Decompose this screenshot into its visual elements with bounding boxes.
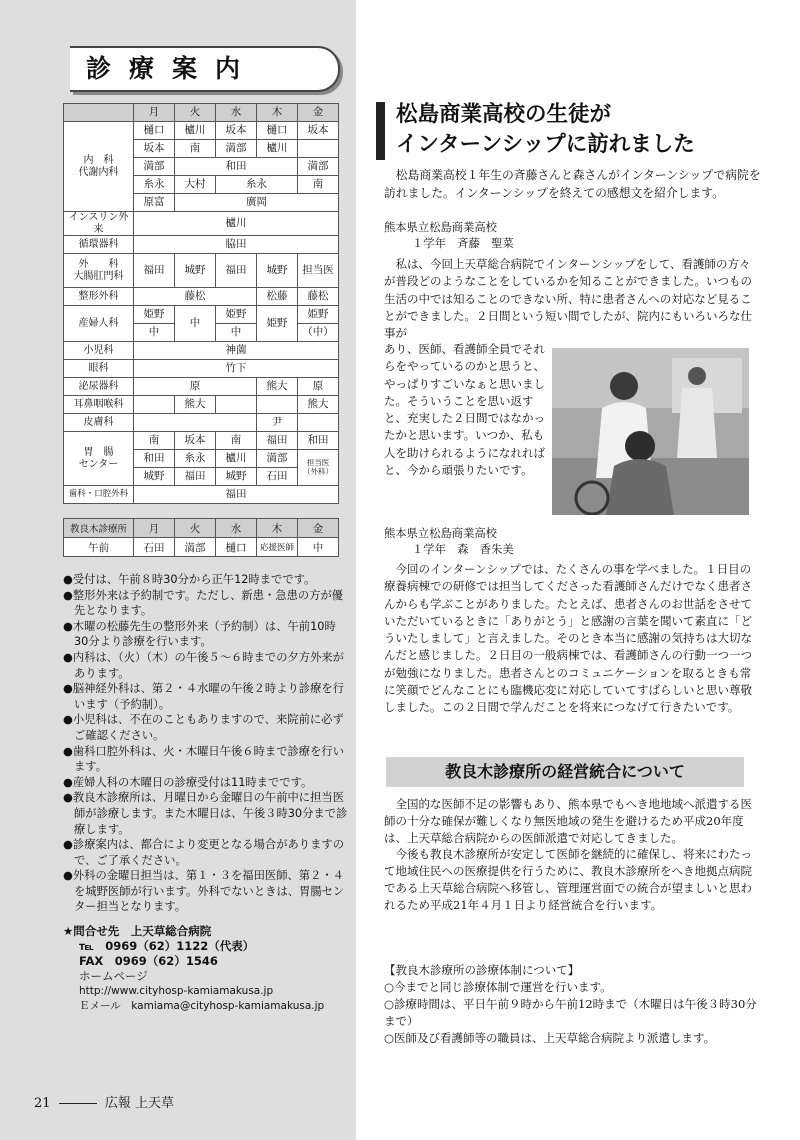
table-row [64, 414, 339, 432]
cell: 担当医 [298, 254, 339, 288]
regime-item: ○今までと同じ診療体制で運営を行います。 [384, 980, 612, 994]
cell: 姫野 [298, 306, 339, 324]
contact-hp-label: ホームページ [79, 969, 148, 983]
table-row [64, 254, 339, 288]
dept-shoni: 小児科 [64, 342, 134, 360]
dept-seikei: 整形外科 [64, 288, 134, 306]
day-thu: 木 [257, 104, 298, 122]
dept-naika: 内 科 代謝内科 [64, 122, 134, 212]
contact-email[interactable]: Ｅメール kamiama@cityhosp-kamiamakusa.jp [79, 1000, 325, 1012]
section-heading-bar [386, 757, 744, 787]
cell: 樋口 [257, 122, 298, 140]
table-row [64, 236, 339, 254]
cell: 糸永 [216, 176, 298, 194]
dept-ichou: 胃 腸 センター [64, 432, 134, 486]
paragraph: 全国的な医師不足の影響もあり、熊本県でもへき地地域へ派遣する医師の十分な確保が難しくなり無医地域の発生を避けるため平成20年度は、上天草総合病院からの医師派遣で対応してきました。 [384, 797, 752, 845]
cell: 城野 [257, 254, 298, 288]
day-wed: 水 [216, 519, 257, 538]
note-item: ●脳神経外科は、第２・４水曜の午後２時より診療を行います（予約制）。 [63, 682, 344, 711]
cell: 櫨川 [257, 140, 298, 158]
cell: 熊大 [257, 378, 298, 396]
cell: 和田 [298, 432, 339, 450]
cell: 城野 [216, 468, 257, 486]
regime-title: 【教良木診療所の診療体制について】 [384, 963, 580, 977]
cell: 櫨川 [216, 450, 257, 468]
day-mon: 月 [134, 104, 175, 122]
cell: 満部 [298, 158, 339, 176]
cell: 廣岡 [175, 194, 339, 212]
cell: 城野 [134, 468, 175, 486]
footer-divider [59, 1103, 97, 1104]
contact-fax: FAX 0969（62）1546 [79, 954, 218, 968]
cell [257, 396, 298, 414]
cell: 中 [134, 324, 175, 342]
cell: 福田 [216, 254, 257, 288]
cell: 樋口 [216, 538, 257, 557]
day-tue: 火 [175, 519, 216, 538]
clinic-regime [384, 962, 764, 1047]
dept-hinyo: 泌尿器科 [64, 378, 134, 396]
cell: 松藤 [257, 288, 298, 306]
page-footer [34, 1092, 174, 1111]
cell: 原 [298, 378, 339, 396]
cell: 糸永 [175, 450, 216, 468]
cell: 中 [175, 306, 216, 342]
section-title: 教良木診療所の経営統合について [445, 762, 685, 781]
cell: 尹 [257, 414, 298, 432]
table-row [64, 396, 339, 414]
cell: 神薗 [134, 342, 339, 360]
cell: 福田 [175, 468, 216, 486]
dept-junkanki: 循環器科 [64, 236, 134, 254]
table-row [64, 212, 339, 236]
student-name: １学年 斉藤 聖菜 [412, 237, 514, 250]
cell: 福田 [134, 486, 339, 504]
cell [298, 140, 339, 158]
table-row [64, 378, 339, 396]
merger-text [384, 796, 758, 914]
cell: 担当医 （外科） [298, 450, 339, 486]
dept-hifu: 皮膚科 [64, 414, 134, 432]
cell: 原富 [134, 194, 175, 212]
cell: 南 [134, 432, 175, 450]
regime-item: ○診療時間は、平日午前９時から午前12時まで（木曜日は午後３時30分まで） [384, 997, 757, 1028]
regime-item: ○医師及び看護師等の職員は、上天草総合病院より派遣します。 [384, 1031, 716, 1045]
kyora-table [63, 518, 339, 557]
day-header-row [64, 104, 339, 122]
title-accent-bar [376, 102, 385, 160]
kyora-label: 教良木診療所 [64, 519, 134, 538]
cell: 石田 [257, 468, 298, 486]
cell [216, 396, 257, 414]
student-name: １学年 森 香朱美 [412, 543, 514, 556]
student2-text: 今回のインターンシップでは、たくさんの事を学べました。１日目の療養病棟での研修では担当してくださった看護師さんだけでなく患者さんからも学ぶことがありました。たとえば、患者さんのお世話をさせていただいているときに「ありがとう」と感謝の言葉を聞いて素直に「どういたしまして」と言えました。そのとき本当に感謝の気持ちは大切なんだと感じました。２日目の一般病棟では、看護師さんの行動一つ一つが勉強になりました。患者さんとのコミュニケーションを取るときも常に笑顔でどんなことにも臨機応変に対応していてすばらしいと思い尊敬しました。この２日間で学んだことを将来につなげて行きたいです。 [384, 562, 752, 715]
footer-title: 広報 上天草 [104, 1096, 174, 1111]
note-item: ●教良木診療所は、月曜日から金曜日の午前中に担当医師が診療します。また木曜日は、午後３時30分まで診療します。 [63, 791, 348, 836]
cell: 櫨川 [134, 212, 339, 236]
cell: 満部 [216, 140, 257, 158]
cell: 姫野 [134, 306, 175, 324]
note-item: ●診療案内は、都合により変更となる場合がありますので、ご了承ください。 [63, 838, 344, 867]
table-row [64, 538, 339, 557]
cell: 熊大 [175, 396, 216, 414]
table-row [64, 486, 339, 504]
note-item: ●産婦人科の木曜日の診療受付は11時までです。 [63, 775, 313, 789]
cell [298, 414, 339, 432]
cell: 大村 [175, 176, 216, 194]
cell [134, 414, 257, 432]
school-name: 熊本県立松島商業高校 [384, 221, 497, 234]
cell: 満部 [175, 538, 216, 557]
cell: 中 [298, 538, 339, 557]
day-fri: 金 [298, 519, 339, 538]
dept-jibi: 耳鼻咽喉科 [64, 396, 134, 414]
note-item: ●内科は、（火）（木）の午後５～６時までの夕方外来があります。 [63, 650, 344, 680]
title-line: 松島商業高校の生徒が [396, 102, 612, 127]
note-item: ●木曜の松藤先生の整形外来（予約制）は、午前10時30分より診療を行います。 [63, 619, 336, 649]
cell: 坂本 [216, 122, 257, 140]
article-title [396, 100, 786, 160]
clinic-guide-banner [70, 46, 340, 92]
cell: 熊大 [298, 396, 339, 414]
cell: 櫨川 [175, 122, 216, 140]
note-item: ●歯科口腔外科は、火・木曜日午後６時まで診療を行います。 [63, 744, 344, 774]
dept-ganka: 眼科 [64, 360, 134, 378]
dept-sanfu: 産婦人科 [64, 306, 134, 342]
cell: 坂本 [175, 432, 216, 450]
student1-affiliation [384, 220, 514, 252]
student1-text: 私は、今回上天草総合病院でインターンシップをして、看護師の方々が普段どのようなことをしているかを知ることができました。いつもの生活の中では知ることのできない所、特に患者さんへの対応など見ることができました。２日間という短い間でしたが、院内にもいろいろな仕事が [384, 257, 752, 341]
table-row [64, 122, 339, 140]
row-label: 午前 [64, 538, 134, 557]
cell: 福田 [134, 254, 175, 288]
student1-text-cont: あり、医師、看護師全員でそれらをやっているのかと思うと、やっぱりすごいなぁと思いました。そういうことを思い返すと、充実した２日間ではなかったかと思います。いつか、私も人を助けられるようになれればと、今から頑張りたいです。 [384, 342, 545, 478]
cell: 樋口 [134, 122, 175, 140]
note-item: ●小児科は、不在のこともありますので、来院前に必ずご確認ください。 [63, 713, 344, 742]
cell: 南 [216, 432, 257, 450]
school-name: 熊本県立松島商業高校 [384, 527, 497, 540]
student2-affiliation [384, 526, 514, 558]
cell: 藤松 [134, 288, 257, 306]
notes-list [63, 572, 348, 915]
cell: 石田 [134, 538, 175, 557]
cell: 姫野 [216, 306, 257, 324]
banner-title: 診療案内 [86, 54, 259, 83]
day-thu: 木 [257, 519, 298, 538]
page-number: 21 [34, 1096, 51, 1111]
cell: 脇田 [134, 236, 339, 254]
cell: 竹下 [134, 360, 339, 378]
schedule-table [63, 103, 339, 504]
internship-photo [552, 348, 749, 515]
cell: 南 [175, 140, 216, 158]
cell: 中 [216, 324, 257, 342]
dept-geka: 外 科 大腸肛門科 [64, 254, 134, 288]
day-wed: 水 [216, 104, 257, 122]
cell: 坂本 [298, 122, 339, 140]
title-line: インターンシップに訪れました [396, 132, 695, 157]
table-row [64, 432, 339, 450]
day-fri: 金 [298, 104, 339, 122]
article-intro: 松島商業高校１年生の斉藤さんと森さんがインターンシップで病院を訪れました。インターンシップを終えての感想文を紹介します。 [384, 168, 761, 200]
cell: 南 [298, 176, 339, 194]
cell: 福田 [257, 432, 298, 450]
contact-url[interactable]: http://www.cityhosp-kamiamakusa.jp [79, 985, 274, 997]
paragraph: 今後も教良木診療所が安定して医師を継続的に確保し、将来にわたって地域住民への医療提供を行うために、教良木診療所をへき地拠点病院である上天草総合病院へ移管し、管理運営面での統合が望ましいと思われるため平成21年４月１日より経営統合を行います。 [384, 847, 752, 912]
contact-tel: ℡ 0969（62）1122（代表） [79, 939, 255, 953]
cell [134, 396, 175, 414]
dept-shika: 歯科・口腔外科 [64, 486, 134, 504]
cell: 城野 [175, 254, 216, 288]
cell: 和田 [134, 450, 175, 468]
day-mon: 月 [134, 519, 175, 538]
photo-illustration [552, 348, 749, 515]
table-row [64, 306, 339, 324]
cell: 姫野 [257, 306, 298, 342]
cell: 満部 [134, 158, 175, 176]
cell: （中） [298, 324, 339, 342]
cell: 糸永 [134, 176, 175, 194]
contact-block [63, 924, 353, 1014]
table-row [64, 342, 339, 360]
cell: 満部 [257, 450, 298, 468]
note-item: ●整形外来は予約制です。ただし、新患・急患の方が優先となります。 [63, 588, 344, 618]
cell: 坂本 [134, 140, 175, 158]
note-item: ●外科の金曜日担当は、第１・３を福田医師、第２・４を城野医師が行います。外科でないときは、胃腸センター担当となります。 [63, 869, 345, 914]
cell: 藤松 [298, 288, 339, 306]
contact-title: ★問合せ先 上天草総合病院 [63, 924, 212, 938]
cell: 原 [134, 378, 257, 396]
note-item: ●受付は、午前８時30分から正午12時までです。 [63, 573, 316, 586]
cell: 和田 [175, 158, 298, 176]
table-row [64, 519, 339, 538]
day-tue: 火 [175, 104, 216, 122]
cell: 応援医師 [257, 538, 298, 557]
table-row [64, 288, 339, 306]
table-row [64, 360, 339, 378]
dept-insulin: インスリン外来 [64, 212, 134, 236]
